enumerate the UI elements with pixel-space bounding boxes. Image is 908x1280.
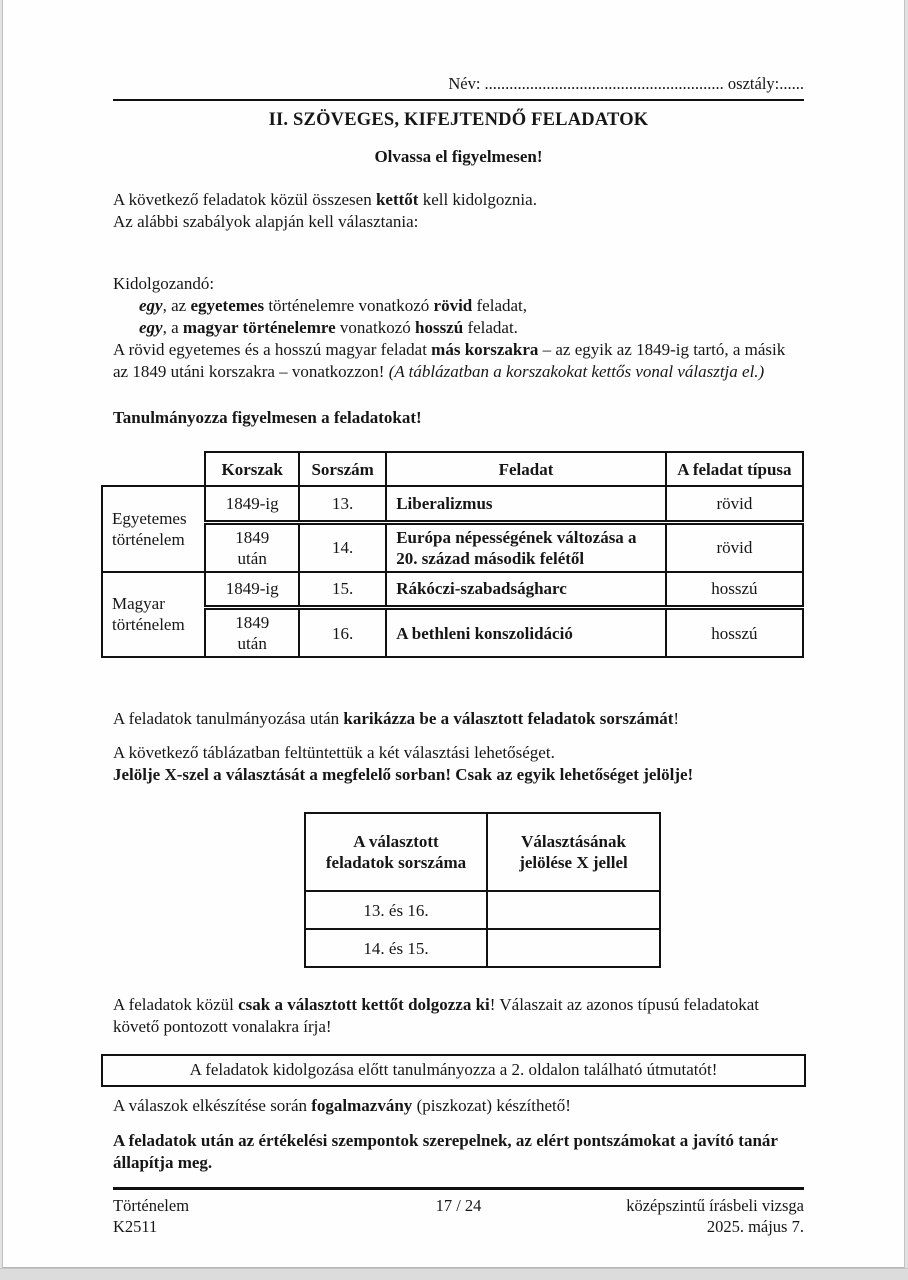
option-label: 13. és 16.	[305, 891, 487, 929]
guide-notice-box	[101, 1054, 806, 1087]
grading-paragraph: A feladatok után az értékelési szempontok szerepelnek, az elért pontszámokat a javító tanár állapítja meg.	[113, 1131, 778, 1172]
footer-code: K2511	[113, 1217, 158, 1236]
cell-sorszam: 15.	[299, 572, 386, 608]
cell-korszak: 1849 után	[205, 522, 299, 572]
selection-table	[304, 812, 661, 968]
name-class-line	[113, 74, 804, 94]
study-tasks-heading: Tanulmányozza figyelmesen a feladatokat!	[113, 408, 422, 427]
column-header-tipus: A feladat típusa	[666, 452, 803, 486]
footer-exam-type: középszintű írásbeli vizsga	[626, 1196, 804, 1215]
cell-feladat: Európa népességének változása a 20. század második felétől	[386, 522, 666, 572]
cell-korszak: 1849-ig	[205, 572, 299, 608]
class-label: osztály:......	[723, 74, 804, 93]
cell-korszak: 1849 után	[205, 608, 299, 658]
option-label: 14. és 15.	[305, 929, 487, 967]
cell-korszak: 1849-ig	[205, 486, 299, 522]
header-rule	[113, 99, 804, 101]
group-label-universal-history: Egyetemes történelem	[102, 486, 205, 572]
cell-feladat: A bethleni konszolidáció	[386, 608, 666, 658]
table-row-task-15	[102, 572, 803, 608]
footer-exam-info	[574, 1195, 804, 1237]
cell-feladat: Liberalizmus	[386, 486, 666, 522]
cell-tipus: hosszú	[666, 572, 803, 608]
column-header-sorszam: Sorszám	[299, 452, 386, 486]
intro-paragraph	[113, 189, 804, 233]
cell-feladat: Rákóczi-szabadságharc	[386, 572, 666, 608]
cell-sorszam: 13.	[299, 486, 386, 522]
exam-page	[2, 0, 905, 1268]
tasks-table	[101, 451, 804, 658]
cell-sorszam: 16.	[299, 608, 386, 658]
page-footer	[113, 1195, 804, 1237]
selection-table-header-row	[305, 813, 660, 891]
column-header-chosen-tasks: A választott feladatok sorszáma	[305, 813, 487, 891]
read-carefully-heading: Olvassa el figyelmesen!	[374, 147, 543, 166]
section-title: II. SZÖVEGES, KIFEJTENDŐ FELADATOK	[268, 110, 649, 130]
circle-choice-paragraph: A feladatok tanulmányozása után karikázza be a választott feladatok sorszámát!	[113, 709, 680, 728]
rule-item-universal: egy, az egyetemes történelemre vonatkozó rövid feladat,	[139, 296, 528, 315]
tasks-table-header-row	[102, 452, 803, 486]
table-row-task-16	[102, 608, 803, 658]
work-instruction-paragraph: A feladatok közül csak a választott kettőt dolgozza ki! Válaszait az azonos típusú feladatokat követő pontozott vonalakra írja!	[113, 995, 760, 1036]
intro-line-1: A következő feladatok közül összesen kettőt kell kidolgoznia.	[113, 190, 537, 209]
viewer-bottom-edge	[0, 1268, 908, 1280]
footer-subject: Történelem	[113, 1196, 190, 1215]
table-row-task-14	[102, 522, 803, 572]
draft-paragraph: A válaszok elkészítése során fogalmazvány (piszkozat) készíthető!	[113, 1096, 571, 1115]
cell-sorszam: 14.	[299, 522, 386, 572]
cell-tipus: rövid	[666, 522, 803, 572]
mark-cell-13-16	[487, 891, 660, 929]
rules-heading: Kidolgozandó:	[113, 274, 215, 293]
cell-tipus: rövid	[666, 486, 803, 522]
column-header-korszak: Korszak	[205, 452, 299, 486]
table-row-task-13	[102, 486, 803, 522]
column-header-mark-x: Választásának jelölése X jellel	[487, 813, 660, 891]
footer-date: 2025. május 7.	[706, 1217, 804, 1236]
intro-line-2: Az alábbi szabályok alapján kell választania:	[113, 212, 419, 231]
guide-notice-text: A feladatok kidolgozása előtt tanulmányozza a 2. oldalon található útmutatót!	[189, 1060, 718, 1079]
mark-with-x-instruction: Jelölje X-szel a választását a megfelelő sorban! Csak az egyik lehetőséget jelölje!	[113, 765, 694, 784]
name-dotted-line: ..........................................................	[480, 74, 724, 93]
name-label: Név:	[448, 74, 481, 93]
selection-row-14-15	[305, 929, 660, 967]
choice-table-intro: A következő táblázatban feltüntettük a két választási lehetőséget.	[113, 743, 555, 762]
footer-page-number: 17 / 24	[435, 1196, 482, 1215]
mark-cell-14-15	[487, 929, 660, 967]
selection-row-13-16	[305, 891, 660, 929]
rules-block	[113, 273, 804, 383]
cell-tipus: hosszú	[666, 608, 803, 658]
rule-item-hungarian: egy, a magyar történelemre vonatkozó hosszú feladat.	[139, 318, 518, 337]
group-label-hungarian-history: Magyar történelem	[102, 572, 205, 658]
period-rule-paragraph: A rövid egyetemes és a hosszú magyar feladat más korszakra – az egyik az 1849-ig tartó, a másik az 1849 utáni korszakra – vonatkozzon! (A táblázatban a korszakokat kettős vonal választja el.)	[113, 340, 786, 381]
footer-subject-code	[113, 1195, 343, 1237]
column-header-feladat: Feladat	[386, 452, 666, 486]
tasks-table-corner-cell	[102, 452, 205, 486]
footer-rule	[113, 1187, 804, 1190]
